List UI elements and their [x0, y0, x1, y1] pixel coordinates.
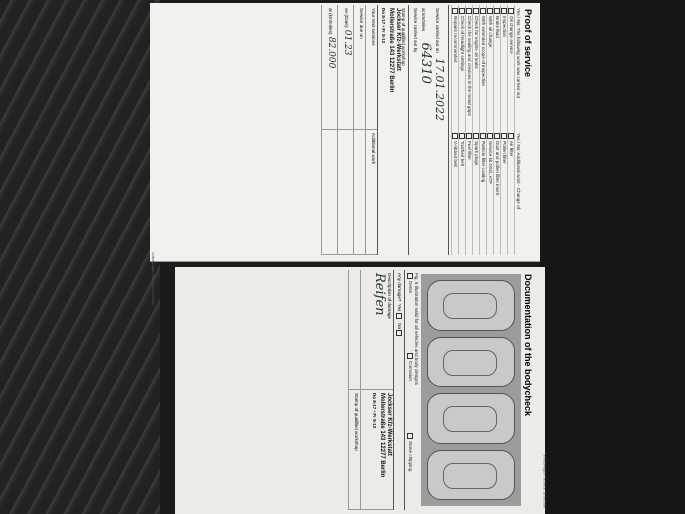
- checkbox-icon: [480, 8, 486, 14]
- checkbox-icon: [487, 8, 493, 14]
- table-row: Repairs recommended V-ribbed belt: [451, 5, 458, 255]
- handwritten-date: 17.01.2022: [433, 57, 447, 121]
- checkbox-icon: [508, 133, 514, 139]
- table-row: With extended scope of inspection Particle filter coating: [479, 5, 486, 255]
- page-title: Proof of service: [523, 9, 533, 78]
- car-side-view: [427, 337, 515, 388]
- page-title: Documentation of the bodycheck: [523, 274, 533, 417]
- table-header: Yes / No: The following work was carried out Yes / No: Additional work - Change of: [514, 5, 521, 255]
- background-fabric: [0, 0, 160, 514]
- next-services: Your next services Additional work Service due on on (Date): 01.23 at (km/miles): 82.000: [321, 5, 378, 255]
- car-rear-view: [427, 450, 515, 501]
- proof-of-service-content: [157, 5, 535, 255]
- damage-section: Any damage? Yes No: [394, 270, 405, 510]
- service-carried-out: Service carried out on 17.01.2022 at km/miles 64310 Service carried out by: [411, 5, 449, 255]
- checkbox-icon: [452, 8, 458, 14]
- workshop-stamp: Stamp of qualified workshop Jockser Kfz-Werkstatt Mollerstraße 143 12277 Berlin Do 8-17 • Fr 8-13: [378, 5, 409, 255]
- handwritten-next-date: 01.23: [342, 29, 353, 56]
- car-front-view: [427, 280, 515, 331]
- checkbox-icon: [501, 8, 507, 14]
- bodycheck-content: Documentation of the bodycheck Fig. 5 illustration valid for all vehicles and body designs Dents Corrosion Stone chipping Any damage? Yes No Description of damage Reifen Jockser Kfz-Werkstatt Mollerstraße 143 12277 Berlin Do 8-17 • Fr 8-13 Stamp of qualified workshop: [185, 270, 535, 510]
- page-footer: Volkswagen Service Schedule: [543, 454, 548, 508]
- checkbox-icon: [452, 133, 458, 139]
- checkbox-icon: [473, 133, 479, 139]
- table-row: Check for engine oil leaks Spark plugs: [472, 5, 479, 255]
- checkbox-icon: [466, 133, 472, 139]
- damage-table: Description of damage Reifen Jockser Kfz-Werkstatt Mollerstraße 143 12277 Berlin Do 8-17 • Fr 8-13 Stamp of qualified workshop: [348, 270, 394, 510]
- car-diagram: [421, 274, 521, 506]
- checkbox-icon: [473, 8, 479, 14]
- circle-icon: [407, 273, 413, 279]
- service-booklet: [150, 3, 548, 514]
- table-row: Check the sealing and crevices in the metal gaps Fuel filter: [465, 5, 472, 255]
- checkbox-icon: [487, 133, 493, 139]
- checkbox-icon: [459, 8, 465, 14]
- background-dark: [540, 0, 685, 514]
- car-top-view: [427, 393, 515, 444]
- square-icon: [407, 353, 413, 359]
- legend: Dents Corrosion Stone chipping: [407, 270, 413, 510]
- checkbox-icon: [396, 330, 402, 336]
- checkbox-icon: [501, 133, 507, 139]
- handwritten-next-km: 82.000: [326, 36, 337, 69]
- checkbox-icon: [466, 8, 472, 14]
- table-row: With oil change Service kit DSG, ATF: [486, 5, 493, 255]
- table-row: Brake fluid Dust and pollen filter insert: [493, 5, 500, 255]
- checkbox-icon: [459, 133, 465, 139]
- checkbox-icon: [396, 313, 402, 319]
- bodycheck-page: [175, 267, 548, 514]
- handwritten-mileage: 64310: [418, 42, 434, 84]
- checkbox-icon: [508, 8, 514, 14]
- table-row: Check of headlight settings Toothed belt: [458, 5, 465, 255]
- checkbox-icon: [480, 133, 486, 139]
- table-row: Oil change service Air filter: [507, 5, 514, 255]
- handwritten-note: Reifen: [372, 273, 388, 316]
- table-row: Inspection Pollen filter: [500, 5, 507, 255]
- checkbox-icon: [494, 8, 500, 14]
- page-footer: Volkswagen Service Schedule: [151, 252, 156, 306]
- checkbox-icon: [494, 133, 500, 139]
- triangle-icon: [407, 433, 413, 439]
